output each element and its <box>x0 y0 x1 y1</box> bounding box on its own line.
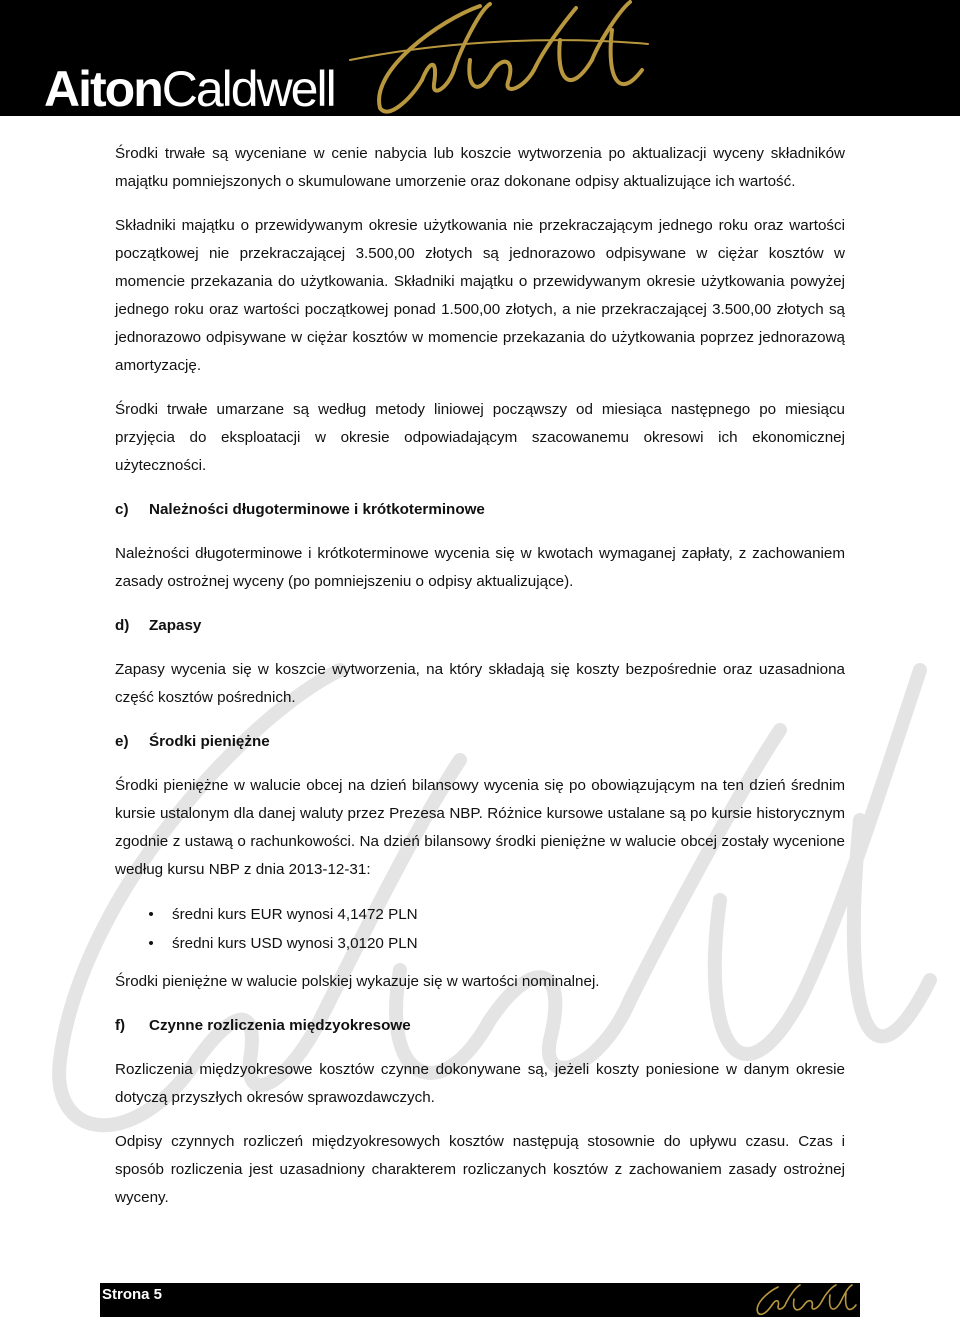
paragraph-prepayments-writeoff: Odpisy czynnych rozliczeń międzyokresowych kosztów następują stosownie do upływu czasu. Czas i sposób rozliczenia jest uzasadniony charakterem rozliczanych kosztów z zachowaniem zasady ostrożnej wyceny. <box>115 1133 845 1206</box>
paragraph-cash-foreign: Środki pieniężne w walucie obcej na dzień bilansowy wycenia się po obowiązującym na ten dzień średnim kursie ustalonym dla danej waluty przez Prezesa NBP. Różnice kursowe ustalane są po kursie historycznym zgodnie z ustawą o rachunkowości. Na dzień bilansowy środki pieniężne w walucie obcej zostały wycenione według kursu NBP z dnia 2013-12-31: <box>115 777 845 878</box>
section-heading-prepayments <box>115 1012 845 1040</box>
section-heading-cash <box>115 728 845 756</box>
brand-first: Aiton <box>44 61 162 116</box>
paragraph-cash-domestic: Środki pieniężne w walucie polskiej wykazuje się w wartości nominalnej. <box>115 973 600 990</box>
section-title: Należności długoterminowe i krótkoterminowe <box>149 501 485 518</box>
list-item <box>115 900 845 929</box>
section-label: f) <box>115 1017 126 1034</box>
paragraph-depreciation-method: Środki trwałe umarzane są według metody liniowej począwszy od miesiąca następnego po miesiącu przyjęcia do eksploatacji w okresie odpowiadającym szacowanemu okresowi ich ekonomicznej użyteczności. <box>115 401 845 474</box>
list-item <box>115 929 845 958</box>
section-title: Zapasy <box>149 617 202 634</box>
page-number: Strona 5 <box>102 1286 163 1303</box>
list-item-text: średni kurs USD wynosi 3,0120 PLN <box>172 935 418 952</box>
exchange-rate-list <box>115 900 845 958</box>
bullet-icon: • <box>148 935 154 952</box>
bullet-icon: • <box>148 906 154 923</box>
section-title: Czynne rozliczenia międzyokresowe <box>149 1017 411 1034</box>
company-logo-text <box>44 62 335 116</box>
paragraph-prepayments: Rozliczenia międzyokresowe kosztów czynne dokonywane są, jeżeli koszty poniesione w danym okresie dotyczą przyszłych okresów sprawozdawczych. <box>115 1061 845 1106</box>
paragraph-fixed-assets-valuation: Środki trwałe są wyceniane w cenie nabycia lub koszcie wytworzenia po aktualizacji wyceny składników majątku pomniejszonych o skumulowane umorzenie oraz dokonane odpisy aktualizujące ich wartość. <box>115 145 845 190</box>
page-footer <box>100 1283 860 1317</box>
page-header <box>0 0 960 116</box>
section-title: Środki pieniężne <box>149 733 270 750</box>
paragraph-low-value-assets: Składniki majątku o przewidywanym okresie użytkowania nie przekraczającym jednego roku oraz wartości początkowej nie przekraczającej 3.500,00 złotych są jednorazowo odpisywane w ciężar kosztów w momencie przekazania do użytkowania. Składniki majątku o przewidywanym okresie użytkowania powyżej jednego roku oraz wartości początkowej ponad 1.500,00 złotych, a nie przekraczającej 3.500,00 złotych są jednorazowo odpisywane w ciężar kosztów w momencie przekazania do użytkowania poprzez jednorazową amortyzację. <box>115 217 845 374</box>
section-heading-inventory <box>115 612 845 640</box>
brand-second: Caldwell <box>161 61 335 116</box>
footer-signature-logo <box>748 1283 858 1317</box>
list-item-text: średni kurs EUR wynosi 4,1472 PLN <box>172 906 418 923</box>
section-label: d) <box>115 617 130 634</box>
section-heading-receivables <box>115 496 845 524</box>
document-body <box>115 140 845 1228</box>
paragraph-inventory: Zapasy wycenia się w koszcie wytworzenia, na który składają się koszty bezpośrednie oraz uzasadniona część kosztów pośrednich. <box>115 661 845 706</box>
paragraph-receivables: Należności długoterminowe i krótkoterminowe wycenia się w kwotach wymaganej zapłaty, z zachowaniem zasady ostrożnej wyceny (po pomniejszeniu o odpisy aktualizujące). <box>115 545 845 590</box>
section-label: e) <box>115 733 129 750</box>
signature-logo <box>330 0 650 116</box>
section-label: c) <box>115 501 129 518</box>
